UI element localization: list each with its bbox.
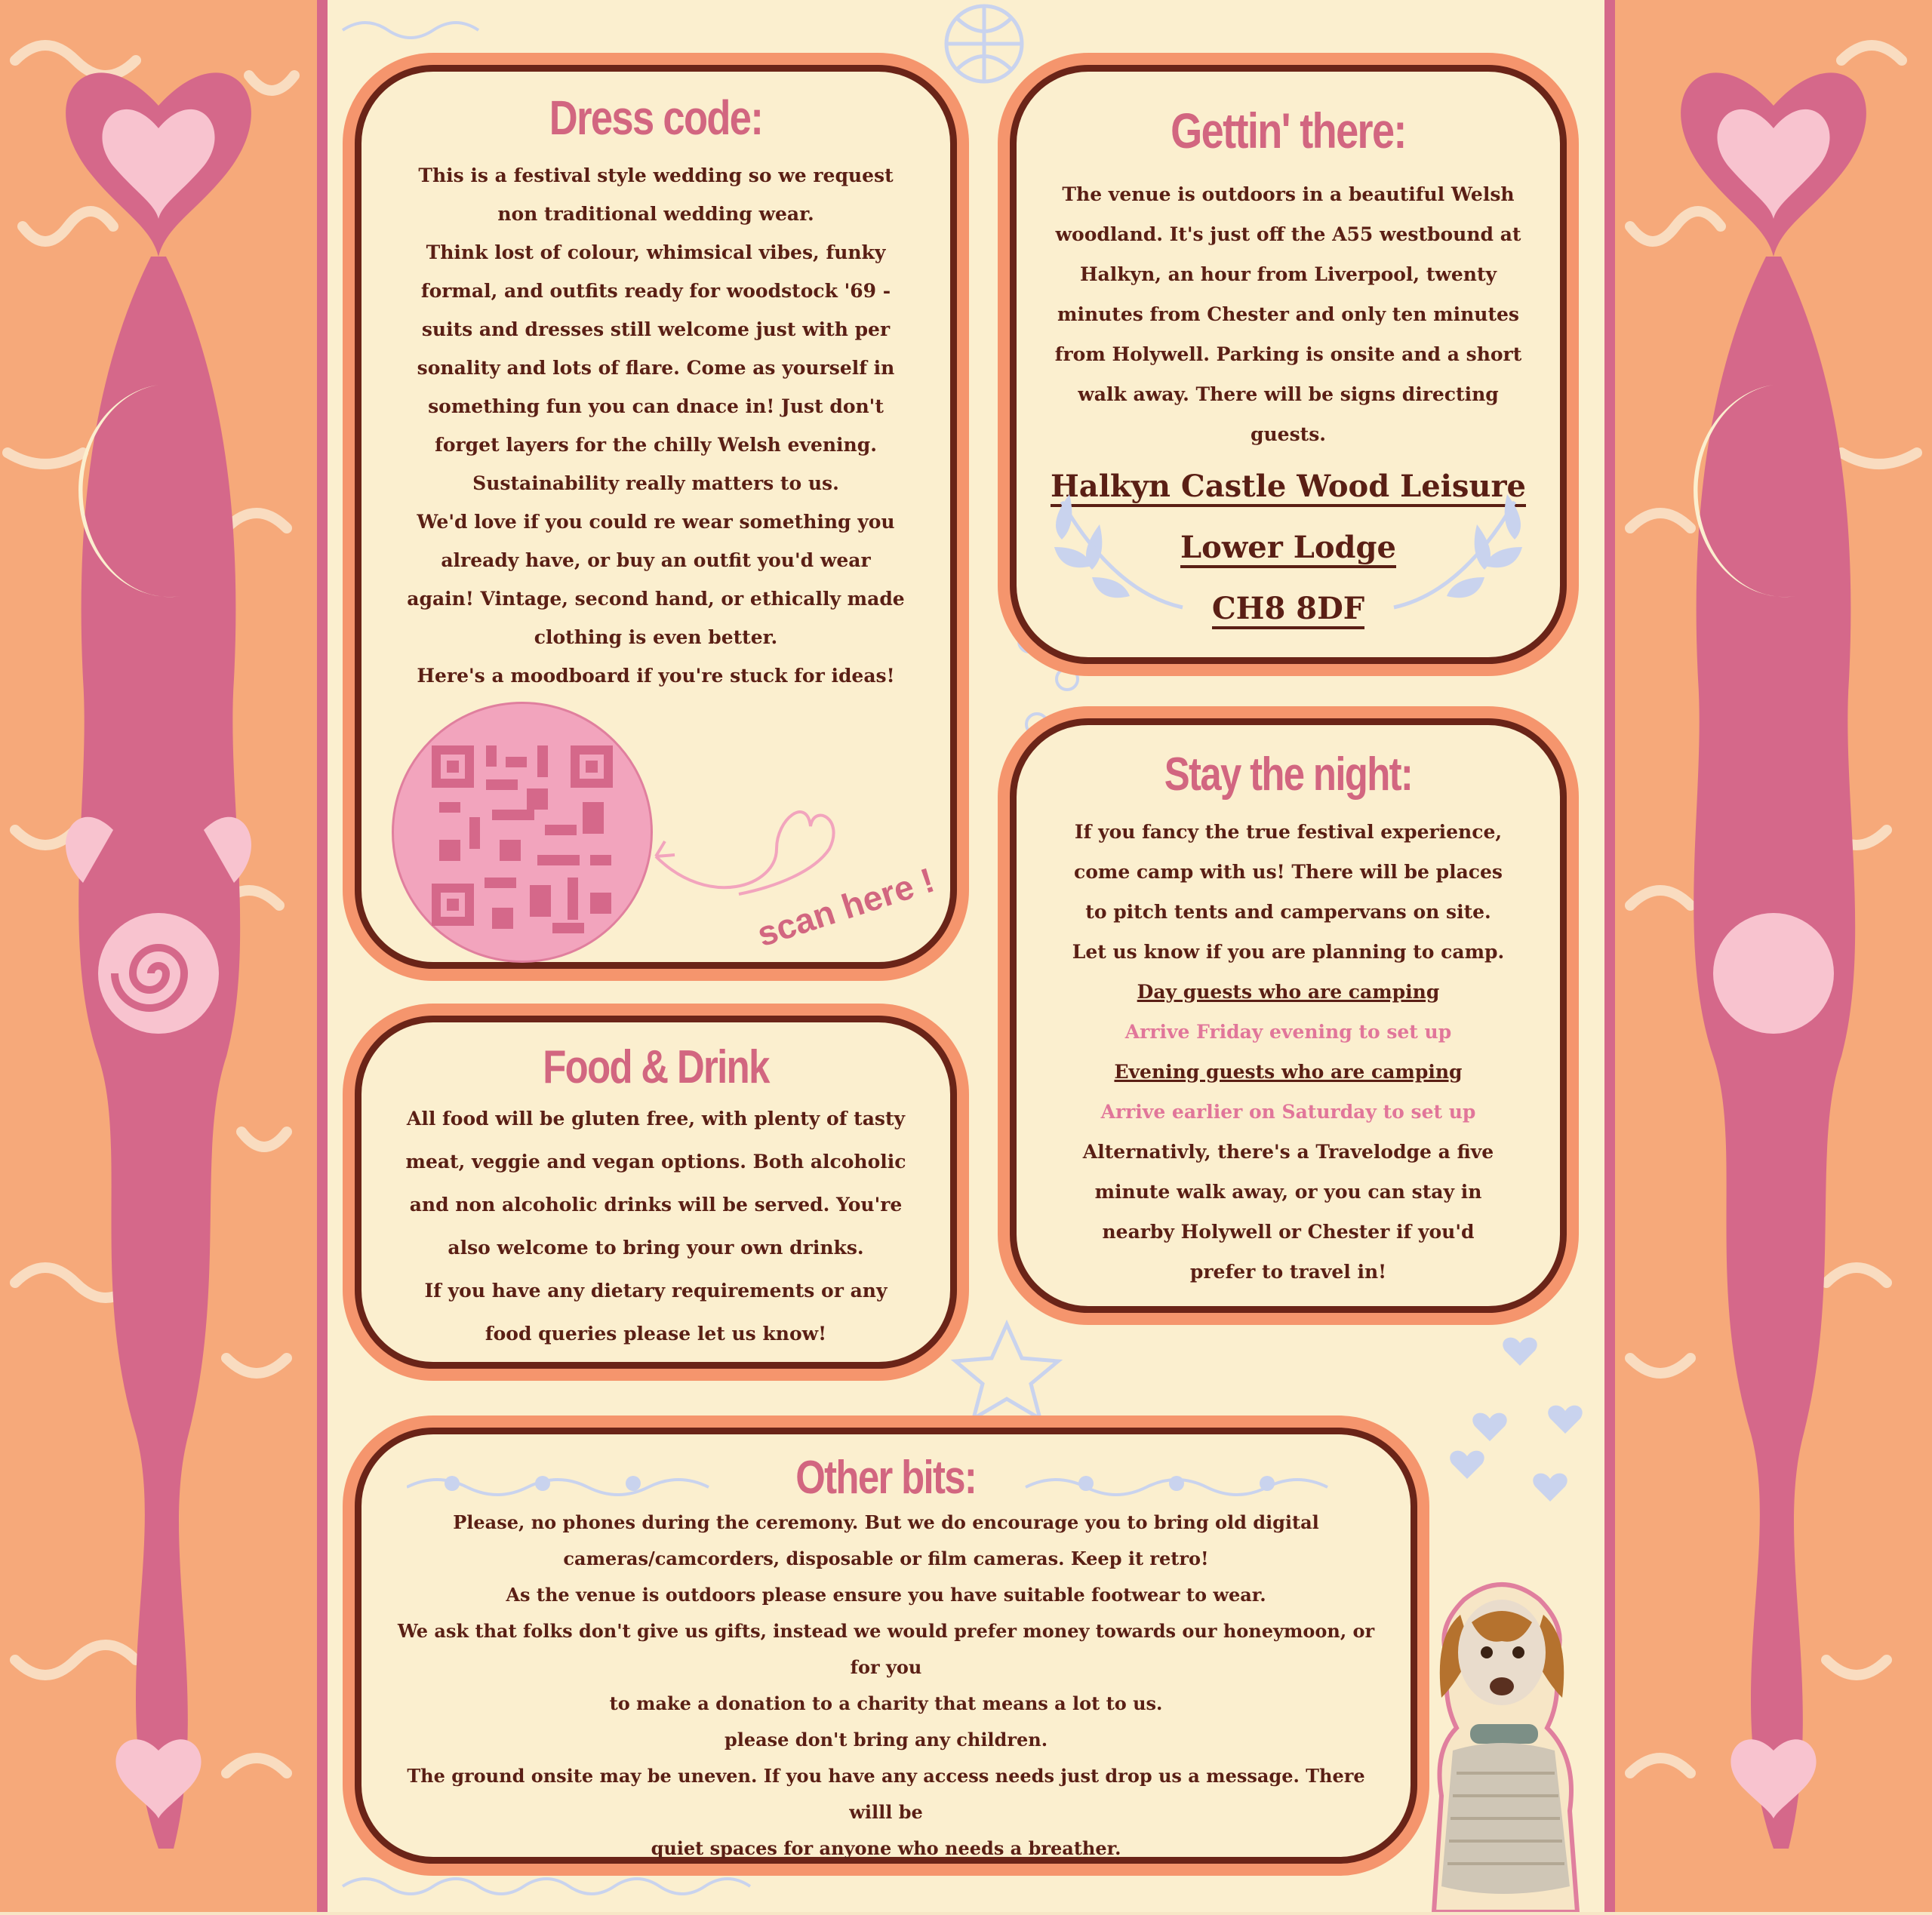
heart-arrow-doodle — [648, 766, 844, 917]
evening-guests-heading: Evening guests who are camping — [1114, 1061, 1463, 1083]
food-drink-card — [343, 1004, 969, 1381]
text-line: This is a festival style wedding so we request — [418, 164, 894, 186]
left-decorative-panel — [0, 0, 317, 1912]
dress-code-card-inner — [355, 65, 957, 969]
laurel-leaf-icon — [1386, 479, 1537, 630]
getting-there-text — [1047, 174, 1530, 454]
stay-the-night-text — [1047, 812, 1530, 1292]
text-line: please don't bring any children. — [724, 1729, 1048, 1751]
text-line: food queries please let us know! — [485, 1323, 827, 1345]
getting-there-title: Gettin' there: — [1171, 103, 1406, 158]
text-line: If you have any dietary requirements or any — [424, 1280, 888, 1302]
text-line: The venue is outdoors in a beautiful Welsh — [1062, 183, 1515, 205]
text-line: minutes from Chester and only ten minutes — [1057, 303, 1519, 325]
text-line: forget layers for the chilly Welsh evening. — [435, 434, 877, 456]
text-line: already have, or buy an outfit you'd wear — [441, 549, 871, 571]
text-line: prefer to travel in! — [1189, 1261, 1387, 1283]
text-line: cameras/camcorders, disposable or film cameras. Keep it retro! — [563, 1548, 1209, 1569]
dress-code-title: Dress code: — [549, 91, 763, 145]
food-drink-card-inner — [355, 1016, 957, 1369]
text-line: walk away. There will be signs directing guests. — [1078, 383, 1499, 445]
laurel-leaf-icon — [1039, 479, 1190, 630]
text-line: All food will be gluten free, with plenty of tasty — [406, 1108, 906, 1130]
other-bits-title: Other bits: — [783, 1451, 989, 1505]
getting-there-card — [998, 53, 1579, 676]
getting-there-card-inner — [1010, 65, 1567, 664]
text-line: Please, no phones during the ceremony. But we do encourage you to bring old digital — [453, 1511, 1319, 1533]
day-guests-heading: Day guests who are camping — [1137, 981, 1440, 1003]
text-line: meat, veggie and vegan options. Both alcoholic — [405, 1151, 906, 1173]
folk-pattern-illustration — [0, 0, 317, 1912]
other-bits-card — [343, 1416, 1429, 1876]
stay-the-night-card-inner — [1010, 718, 1567, 1313]
text-line: nearby Holywell or Chester if you'd — [1102, 1221, 1475, 1243]
venue-postcode-text: CH8 8DF — [1212, 591, 1364, 629]
venue-name-text: Halkyn Castle Wood Leisure — [1051, 469, 1526, 507]
text-line: Think lost of colour, whimsical vibes, funky — [426, 241, 886, 263]
text-line: also welcome to bring your own drinks. — [448, 1237, 864, 1259]
moodboard-qr-code[interactable] — [392, 702, 653, 963]
text-line: suits and dresses still welcome just with per — [421, 318, 891, 340]
star-icon — [955, 1324, 1058, 1419]
text-line: again! Vintage, second hand, or ethically made — [407, 588, 905, 610]
text-line: something fun you can dnace in! Just don't — [428, 395, 884, 417]
left-border-stripe — [317, 0, 328, 1912]
text-line: As the venue is outdoors please ensure you have suitable footwear to wear. — [506, 1584, 1266, 1606]
text-line: Here's a moodboard if you're stuck for ideas! — [417, 665, 895, 687]
dog-photo — [1389, 1569, 1615, 1912]
text-line: Sustainability really matters to us. — [472, 472, 839, 494]
text-line: clothing is even better. — [534, 626, 778, 648]
text-line: non traditional wedding wear. — [497, 203, 814, 225]
text-line: Halkyn, an hour from Liverpool, twenty — [1079, 263, 1497, 285]
text-line: from Holywell. Parking is onsite and a short — [1054, 343, 1522, 365]
text-line: sonality and lots of flare. Come as yourself in — [417, 357, 895, 379]
text-line: formal, and outfits ready for woodstock '69 - — [420, 280, 891, 302]
text-line: and non alcoholic drinks will be served. You're — [409, 1194, 903, 1216]
stay-the-night-title: Stay the night: — [1164, 748, 1413, 801]
food-drink-title: Food & Drink — [543, 1041, 769, 1093]
text-line: come camp with us! There will be places — [1073, 861, 1503, 883]
venue-lodge-text: Lower Lodge — [1180, 530, 1396, 568]
text-line: We'd love if you could re wear something you — [417, 511, 895, 533]
right-decorative-panel — [1615, 0, 1932, 1912]
evening-guests-note: Arrive earlier on Saturday to set up — [1100, 1101, 1476, 1123]
other-bits-text — [392, 1505, 1380, 1867]
text-line: to make a donation to a charity that means a lot to us. — [609, 1692, 1163, 1714]
text-line: quiet spaces for anyone who needs a breather. — [651, 1837, 1121, 1859]
day-guests-note: Arrive Friday evening to set up — [1124, 1021, 1452, 1043]
text-line: woodland. It's just off the A55 westbound at — [1055, 223, 1521, 245]
stay-the-night-card — [998, 706, 1579, 1325]
dress-code-card — [343, 53, 969, 981]
other-bits-card-inner — [355, 1428, 1417, 1864]
food-drink-text — [392, 1097, 920, 1355]
folk-pattern-illustration — [1615, 0, 1932, 1912]
qr-code-icon — [394, 704, 651, 961]
text-line: The ground onsite may be uneven. If you have any access needs just drop us a message. There willl be — [407, 1765, 1365, 1823]
text-line: We ask that folks don't give us gifts, instead we would prefer money towards our honeymoon, or for you — [397, 1620, 1375, 1678]
text-line: Let us know if you are planning to camp. — [1072, 941, 1505, 963]
dress-code-text — [392, 156, 920, 695]
text-line: If you fancy the true festival experience, — [1074, 821, 1503, 843]
text-line: to pitch tents and campervans on site. — [1085, 901, 1491, 923]
text-line: Alternativly, there's a Travelodge a five — [1082, 1141, 1494, 1163]
text-line: minute walk away, or you can stay in — [1094, 1181, 1482, 1203]
scan-here-label: scan here ! — [752, 859, 939, 954]
